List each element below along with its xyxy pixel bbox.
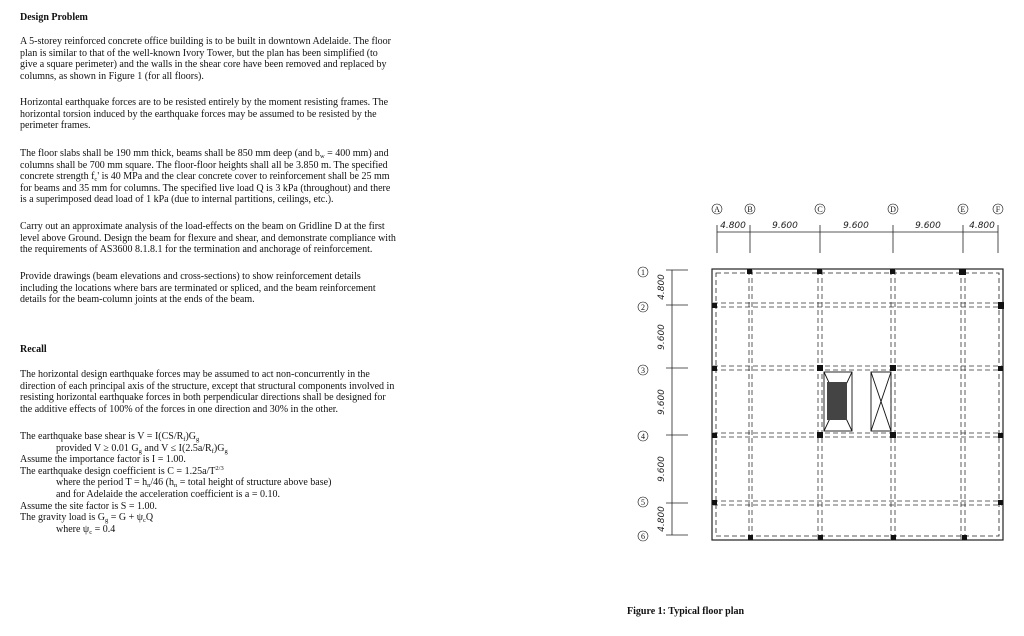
grid-label-f: F	[995, 205, 1001, 214]
grid-label-4: 4	[641, 432, 645, 441]
paragraph-intro	[20, 36, 391, 82]
text-line: The floor slabs shall be 190 mm thick, beams shall be 850 mm deep (and $b_w = 400$ mm) and	[20, 148, 389, 160]
grid-label-d: D	[890, 205, 896, 214]
text-line: columns, as shown in Figure 1 (for all floors).	[20, 70, 204, 82]
dim-4-5: 9.600	[657, 456, 667, 482]
text-line: columns shall be 700 mm square. The floor-floor heights shall all be 3.850 m. The specified	[20, 159, 388, 171]
dim-e-f: 4.800	[969, 221, 995, 231]
paragraph-forces	[20, 97, 388, 132]
formula-acceleration: and for Adelaide the acceleration coefficient is a = 0.10.	[56, 488, 280, 500]
text-line: Horizontal earthquake forces are to be resisted entirely by the moment resisting frames. The	[20, 97, 389, 108]
text-line: A 5-storey reinforced concrete office building is to be built in downtown Adelaide. The floor	[20, 36, 391, 47]
dim-2-3: 9.600	[657, 324, 667, 350]
dim-b-c: 9.600	[772, 221, 798, 231]
dim-d-e: 9.600	[915, 221, 941, 231]
formulas	[20, 431, 331, 535]
paragraph-task	[20, 221, 396, 256]
formula-base-shear: The earthquake base shear is $V = I(CS/R_f)G_g$	[20, 431, 200, 443]
figure-caption: Figure 1: Typical floor plan	[627, 606, 745, 617]
gridlines	[713, 270, 1002, 539]
paragraph-drawings	[20, 271, 376, 306]
grid-label-b: B	[747, 205, 753, 214]
stair-icon	[827, 382, 847, 420]
paragraph-recall	[20, 369, 394, 415]
formula-period: where the period $T = h_n/46$ ($h_n$ = total height of structure above base)	[56, 477, 332, 490]
text-line: The horizontal design earthquake forces may be assumed to act non-concurrently in the	[20, 369, 370, 380]
text-line: plan is similar to that of the well-known Ivory Tower, but the plan has been simplified (to	[20, 47, 378, 59]
columns	[712, 269, 1004, 540]
text-line: give a square perimeter) and the walls in the shear core have been removed and replaced by	[20, 59, 387, 71]
text-line: resisting horizontal earthquake forces in both perpendicular directions shall be designed for	[20, 392, 386, 404]
grid-label-3: 3	[641, 366, 645, 375]
text-line: the requirements of AS3600 8.1.8.1 for the termination and anchorage of reinforcement.	[20, 244, 373, 256]
formula-importance: Assume the importance factor is I = 1.00.	[20, 454, 186, 466]
grid-label-1: 1	[641, 268, 645, 277]
formula-psi: where $\psi_c = 0.4$	[56, 523, 116, 536]
dim-1-2: 4.800	[657, 274, 667, 300]
text-line: Provide drawings (beam elevations and cross-sections) to show reinforcement details	[20, 271, 361, 282]
text-line: direction of each principal axis of the structure, except that structural components involved in	[20, 380, 395, 392]
formula-gravity: The gravity load is $G_g = G + \psi_cQ$	[20, 512, 154, 525]
formula-site-factor: Assume the site factor is S = 1.00.	[20, 500, 158, 512]
formula-coefficient: The earthquake design coefficient is $C = 1.25a/T^{2/3}$	[20, 464, 224, 477]
paragraph-specs	[20, 148, 390, 206]
page-title: Design Problem	[20, 12, 88, 23]
grid-label-6: 6	[641, 532, 645, 541]
text-line: level above Ground. Design the beam for flexure and shear, and demonstrate compliance with	[20, 232, 396, 244]
floor-plan-figure	[630, 195, 1020, 555]
grid-label-5: 5	[641, 498, 645, 507]
dim-5-6: 4.800	[657, 506, 667, 532]
text-line: horizontal torsion induced by the earthquake forces may be assumed to be resisted by the	[20, 108, 377, 120]
text-line: concrete strength $f_c'$ is 40 MPa and the clear concrete cover to reinforcement shall be 25 mm	[20, 171, 390, 184]
grid-label-c: C	[817, 205, 823, 214]
dim-a-b: 4.800	[720, 221, 746, 231]
grid-label-e: E	[960, 205, 966, 214]
dim-3-4: 9.600	[657, 389, 667, 415]
text-line: perimeter frames.	[20, 120, 91, 132]
text-line: is a superimposed dead load of 1 kPa (due to internal partitions, ceilings, etc.).	[20, 194, 334, 206]
recall-heading: Recall	[20, 344, 47, 355]
formula-limits: provided V ≥ 0.01 $G_g$ and $V \le I(2.5a/R_f)G_g$	[56, 442, 228, 455]
text-line: the additive effects of 100% of the forces in one direction and 30% in the other.	[20, 403, 339, 415]
text-line: Carry out an approximate analysis of the load-effects on the beam on Gridline D at the first	[20, 221, 385, 232]
grid-label-a: A	[714, 205, 720, 214]
text-line: details for the beam-column joints at the ends of the beam.	[20, 294, 255, 306]
text-line: for beams and 35 mm for columns. The specified live load Q is 3 kPa (throughout) and there	[20, 182, 391, 194]
grid-label-2: 2	[641, 303, 645, 312]
text-line: including the locations where bars are terminated or spliced, and the beam reinforcement	[20, 282, 376, 294]
dim-c-d: 9.600	[843, 221, 869, 231]
